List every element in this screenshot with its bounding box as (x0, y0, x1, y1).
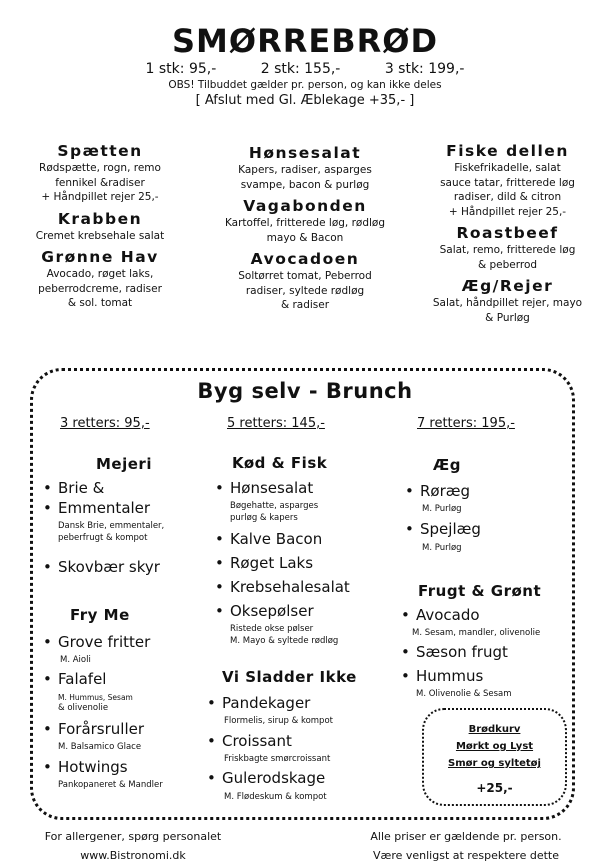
bread-basket-line: Mørkt og Lyst (455, 741, 534, 752)
list-item: • Krebsehalesalat (230, 577, 350, 597)
price-3-retters: 3 retters: 95,- (60, 416, 150, 431)
dish-name: Spætten (57, 142, 143, 160)
list-item-continued: • Emmentaler (58, 498, 150, 518)
category-frugt-gront: Frugt & Grønt (418, 582, 542, 600)
smorrebrod-column-2 (205, 143, 405, 317)
dish-name: Fiske dellen (446, 142, 569, 160)
bread-basket-line: Smør og syltetøj (448, 758, 541, 769)
list-item: • Hotwings (58, 757, 128, 777)
item-description: & olivenolie (58, 703, 109, 713)
category-vi-sladder-ikke: Vi Sladder Ikke (222, 668, 357, 686)
dish-description: Salat, håndpillet rejer, mayo & Purløg (432, 297, 583, 324)
dish-description: Salat, remo, fritterede løg & peberrod (439, 244, 576, 271)
item-description: M. Flødeskum & kompot (224, 792, 327, 802)
item-description: Flormelis, sirup & kompot (224, 716, 333, 726)
list-item: • Sæson frugt (416, 642, 508, 662)
item-description: purløg & kapers (230, 513, 298, 523)
dish-description: Kartoffel, fritterede løg, rødløg mayo & Bacon (224, 217, 385, 244)
price-2-stk: 2 stk: 155,- (260, 61, 341, 77)
dish-name: Roastbeef (456, 224, 559, 242)
website: www.Bistronomi.dk (80, 849, 186, 862)
allergen-note: For allergener, spørg personalet (44, 830, 222, 843)
item-description: peberfrugt & kompot (58, 533, 148, 543)
dish-description: Fiskefrikadelle, salat sauce tatar, fritterede løg radiser, dild & citron + Håndpillet rejer 25,- (440, 162, 575, 218)
item-description: M. Balsamico Glace (58, 742, 142, 752)
item-description: M. Purløg (422, 504, 462, 514)
list-item: • Røget Laks (230, 553, 313, 573)
dish-name: Grønne Hav (41, 248, 159, 266)
item-description: M. Purløg (422, 543, 462, 553)
list-item: • Kalve Bacon (230, 529, 322, 549)
list-item: • Falafel (58, 669, 106, 689)
item-description: Ristede okse pølser (230, 624, 314, 634)
category-fry-me: Fry Me (70, 606, 130, 624)
brunch-title: Byg selv - Brunch (197, 379, 413, 403)
price-7-retters: 7 retters: 195,- (417, 416, 515, 431)
menu-title: SMØRREBRØD (171, 22, 439, 60)
dish-name: Vagabonden (243, 197, 367, 215)
list-item: • Oksepølser (230, 601, 314, 621)
bread-basket-title: Brødkurv (468, 724, 521, 735)
dish-description: Kapers, radiser, asparges svampe, bacon & purløg (238, 164, 372, 191)
category-aeg: Æg (433, 456, 462, 474)
list-item: • Gulerodskage (222, 768, 325, 788)
list-item: • Hummus (416, 666, 483, 686)
dish-description: Rødspætte, rogn, remo fennikel &radiser + Håndpillet rejer 25,- (39, 162, 161, 203)
category-mejeri: Mejeri (96, 455, 152, 473)
smorrebrod-column-3 (415, 141, 600, 329)
item-description: M. Aioli (60, 655, 91, 665)
bread-basket-price: +25,- (476, 781, 513, 795)
list-item: • Forårsruller (58, 719, 144, 739)
item-description: Bøgehatte, asparges (230, 501, 319, 511)
list-item: • Skovbær skyr (58, 557, 160, 577)
dish-name: Æg/Rejer (461, 277, 554, 295)
list-item: • Spejlæg (420, 519, 481, 539)
item-description: Dansk Brie, emmentaler, (58, 521, 165, 531)
dish-name: Avocadoen (250, 250, 360, 268)
dessert-addon: [ Afslut med Gl. Æblekage +35,- ] (195, 93, 415, 108)
list-item: • Avocado (416, 605, 480, 625)
price-5-retters: 5 retters: 145,- (227, 416, 325, 431)
price-3-stk: 3 stk: 199,- (384, 61, 465, 77)
dish-name: Krabben (57, 209, 143, 228)
list-item: • Hønsesalat (230, 478, 313, 498)
offer-note: OBS! Tilbuddet gælder pr. person, og kan ikke deles (168, 79, 442, 91)
category-kod-fisk: Kød & Fisk (232, 454, 328, 472)
list-item: • Grove fritter (58, 632, 150, 652)
dish-description: Avocado, røget laks, peberrodcreme, radiser & sol. tomat (38, 268, 162, 309)
list-item: • Pandekager (222, 693, 310, 713)
dish-name: Hønsesalat (248, 144, 362, 162)
smorrebrod-column-1 (10, 141, 190, 315)
item-description: Friskbagte smørcroissant (224, 754, 331, 764)
price-1-stk: 1 stk: 95,- (145, 61, 217, 77)
list-item: • Brie & (58, 478, 104, 498)
item-description: M. Mayo & syltede rødløg (230, 636, 339, 646)
item-description: M. Hummus, Sesam (58, 693, 133, 702)
item-description: Pankopaneret & Mandler (58, 780, 163, 790)
dish-description: Cremet krebsehale salat (35, 229, 165, 242)
list-item: • Røræg (420, 481, 470, 501)
item-description: M. Sesam, mandler, olivenolie (412, 628, 541, 638)
respect-note: Være venligst at respektere dette (373, 849, 559, 862)
price-line (0, 61, 610, 77)
price-note: Alle priser er gældende pr. person. (370, 830, 562, 843)
list-item: • Croissant (222, 731, 292, 751)
dish-description: Soltørret tomat, Peberrod radiser, syltede rødløg & radiser (238, 270, 372, 311)
item-description: M. Olivenolie & Sesam (416, 689, 512, 699)
